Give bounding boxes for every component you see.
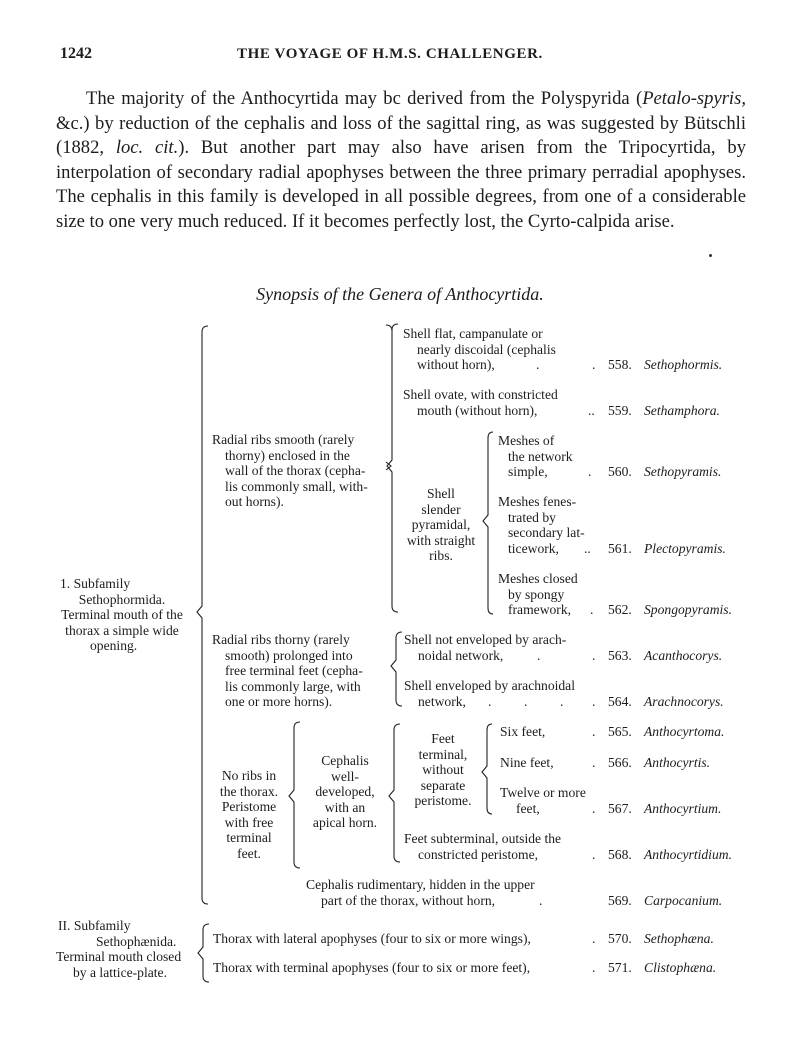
leader-dot: . [524,694,528,709]
genus-number: 568. [608,847,632,862]
genus-number: 562. [608,602,632,617]
shell-ovate-line: Shell ovate, with constricted [403,387,558,402]
meshes-closed-line: by spongy [508,586,565,602]
genus-name: Plectopyramis. [644,541,726,556]
shell-slender [400,486,482,564]
subfamily2-line: by a lattice-plate. [73,964,167,980]
twelve-feet-line: feet, [516,800,540,816]
genus-number: 560. [608,464,632,479]
group-smooth-line: out horns). [225,494,284,510]
group-smooth-line: wall of the thorax (cepha- [225,463,366,479]
genus-number: 558. [608,357,632,372]
feet-terminal-line: terminal, [418,746,468,762]
brace-noribs [289,722,300,868]
intro-italic-1: Petalo-spyris, [642,88,746,109]
intro-text-1: The majority of the Anthocyrtida may bc derived from the Polyspyrida ( [86,88,643,109]
genus-name: Sethophæna. [644,931,714,946]
intro-italic-2: loc. cit. [115,137,179,159]
genus-name: Arachnocorys. [644,694,724,709]
group-thorny-line: Radial ribs thorny (rarely [212,632,350,647]
synopsis-title: Synopsis of the Genera of Anthocyrtida. [256,284,544,304]
leader-dot: . [536,357,540,372]
meshes-simple-line: simple, [508,464,548,480]
subfamily2-label [58,918,181,980]
brace-group-smooth-right [386,325,392,331]
meshes-fenes-line: secondary lat- [508,525,585,541]
shell-slender-line: ribs. [429,548,453,564]
brace-subfamily1 [197,326,208,904]
shell-slender-line: slender [421,501,461,517]
leader-dot: . [590,602,594,617]
genus-number: 563. [608,648,632,663]
group-noribs-line: Peristome [221,799,277,815]
subfamily1-line: 1. Subfamily [60,576,131,591]
group-smooth [212,432,368,510]
group-smooth-line: thorny) enclosed in the [225,447,350,463]
cephalis-well-developed [302,753,388,831]
not-enveloped-line: Shell not enveloped by arach- [404,632,567,647]
meshes-simple [498,433,573,480]
genus-name: Anthocyrtidium. [644,847,732,862]
leader-dot: . [592,724,596,739]
shell-slender-line: with straight [406,532,476,548]
leader-dot: . [592,694,596,709]
cephalis-well-line: with an [324,799,366,815]
meshes-closed-line: framework, [508,602,572,618]
cephalis-well-line: apical horn. [312,815,378,831]
genus-name: Sethamphora. [644,403,720,418]
group-thorny-line: free terminal feet (cepha- [225,663,363,679]
group-noribs [208,768,290,862]
feet-terminal-line: separate [420,777,466,793]
leader-dot: . [592,648,596,663]
leader-dot: . [539,893,543,908]
subfamily2-line: Terminal mouth closed [56,949,182,965]
leader-dot: . [592,357,596,372]
genus-name: Acanthocorys. [644,648,723,663]
leader-dot: .. [588,403,595,418]
subfamily1-line: opening. [90,638,138,654]
subfamily1-label [52,576,192,654]
cephalis-well-line: developed, [315,784,375,800]
genus-number: 561. [608,541,632,556]
leader-dot: . [592,931,596,946]
group-smooth-line: Radial ribs smooth (rarely [212,432,355,447]
meshes-fenestrated [498,494,585,556]
meshes-closed [498,571,578,618]
leader-dot: . [592,755,596,770]
leader-dot: . [592,801,596,816]
leader-dot: . [537,648,541,663]
genus-number: 567. [608,801,632,816]
brace-meshes [483,432,493,614]
leader-dot: . [560,694,564,709]
shell-slender-line: pyramidal, [411,517,471,533]
leader-dot: . [488,694,492,709]
genus-number: 564. [608,694,632,709]
group-noribs-line: terminal [226,830,272,846]
genus-number: 566. [608,755,632,770]
group-noribs-line: the thorax. [219,783,279,799]
cephalis-well-line: Cephalis [321,753,369,768]
genus-number: 569. [608,893,632,908]
leader-dot: . [588,464,592,479]
cephalis-well-line: well- [331,768,359,784]
intro-text-2: &c.) by reduction of the cephalis and loss of the sagittal ring, as was suggested by Bütschli (1882, [56,112,746,159]
genus-name: Anthocyrtium. [644,801,722,816]
nine-feet: Nine feet, [500,755,554,770]
meshes-simple-line: the network [508,448,573,464]
subfamily2-line: II. Subfamily [58,918,131,933]
meshes-fenes-line: ticework, [508,540,559,556]
group-thorny [212,632,363,710]
genus-name: Clistophæna. [644,960,717,975]
group-thorny-line: one or more horns). [225,694,333,710]
leader-dot: . [592,960,596,975]
feet-terminal-line: without [422,762,464,778]
meshes-closed-line: Meshes closed [498,571,578,586]
shell-flat [403,326,556,373]
group-noribs-line: No ribs in [221,768,277,783]
genus-number: 571. [608,960,632,975]
genus-number: 565. [608,724,632,739]
cephalis-rudimentary [306,877,535,908]
feet-subterminal-line: Feet subterminal, outside the [404,831,562,846]
shell-flat-line: Shell flat, campanulate or [403,326,543,341]
subfamily2-line: Sethophænida. [96,933,177,949]
meshes-fenes-line: Meshes fenes- [498,494,577,509]
leader-dot: .. [584,541,591,556]
shell-ovate [403,387,558,418]
shell-not-enveloped [404,632,566,663]
group-noribs-line: feet. [237,845,261,861]
genus-name: Spongopyramis. [644,602,732,617]
subfamily1-line: Terminal mouth of the [61,607,183,623]
genus-name: Anthocyrtoma. [644,724,725,739]
genus-name: Carpocanium. [644,893,723,908]
shell-ovate-line: mouth (without horn), [417,402,538,418]
brace-subfamily2 [198,924,209,982]
subfamily1-line: thorax a simple wide [65,622,179,638]
genus-number: 570. [608,931,632,946]
group-thorny-line: lis commonly large, with [225,678,361,694]
genus-name: Anthocyrtis. [644,755,711,770]
shell-slender-line: Shell [427,486,455,501]
group-thorny-line: smooth) prolonged into [225,647,353,663]
feet-subterminal-line: constricted peristome, [418,846,539,862]
subfamily1-line: Sethophormida. [78,591,166,607]
group-noribs-line: with free [224,814,274,830]
not-enveloped-line: noidal network, [418,647,504,663]
brace-thorny-contents [391,632,402,706]
terminal-apophyses: Thorax with terminal apophyses (four to six or more feet), [213,960,531,975]
page-number: 1242 [60,45,92,62]
genus-name: Sethophormis. [644,357,723,372]
enveloped-line: network, [418,693,466,709]
running-title: THE VOYAGE OF H.M.S. CHALLENGER. [237,46,543,62]
intro-text-3: ). But another part may also have arisen from the Tripocyrtida, by interpolation of secondary radial apophyses between the three primary perradial apophyses. The cephalis in this family is developed in all possible degrees, from one of a considerable size to one very much reduced. If it becomes perfectly lost, the Cyrto-calpida arise. [56,137,746,232]
cephalis-rudimentary-line: part of the thorax, without horn, [321,892,496,908]
twelve-feet [500,785,586,816]
six-feet: Six feet, [500,724,546,739]
shell-flat-line: nearly discoidal (cephalis [417,341,556,357]
shell-flat-line: without horn), [417,357,495,373]
lateral-apophyses: Thorax with lateral apophyses (four to six or more wings), [213,931,531,946]
twelve-feet-line: Twelve or more [500,785,586,800]
feet-terminal-line: peristome. [414,793,472,809]
feet-subterminal [404,831,561,862]
genus-name: Sethopyramis. [644,464,722,479]
cephalis-rudimentary-line: Cephalis rudimentary, hidden in the upper [306,877,535,892]
genus-number: 559. [608,403,632,418]
brace-cephalis-well [389,724,400,862]
enveloped-line: Shell enveloped by arachnoidal [404,678,575,693]
feet-terminal [405,731,481,809]
group-smooth-line: lis commonly small, with- [225,478,368,494]
feet-terminal-line: Feet [431,731,455,746]
meshes-simple-line: Meshes of [498,433,555,448]
leader-dot: . [592,847,596,862]
brace-feet [482,724,492,814]
meshes-fenes-line: trated by [508,509,556,525]
